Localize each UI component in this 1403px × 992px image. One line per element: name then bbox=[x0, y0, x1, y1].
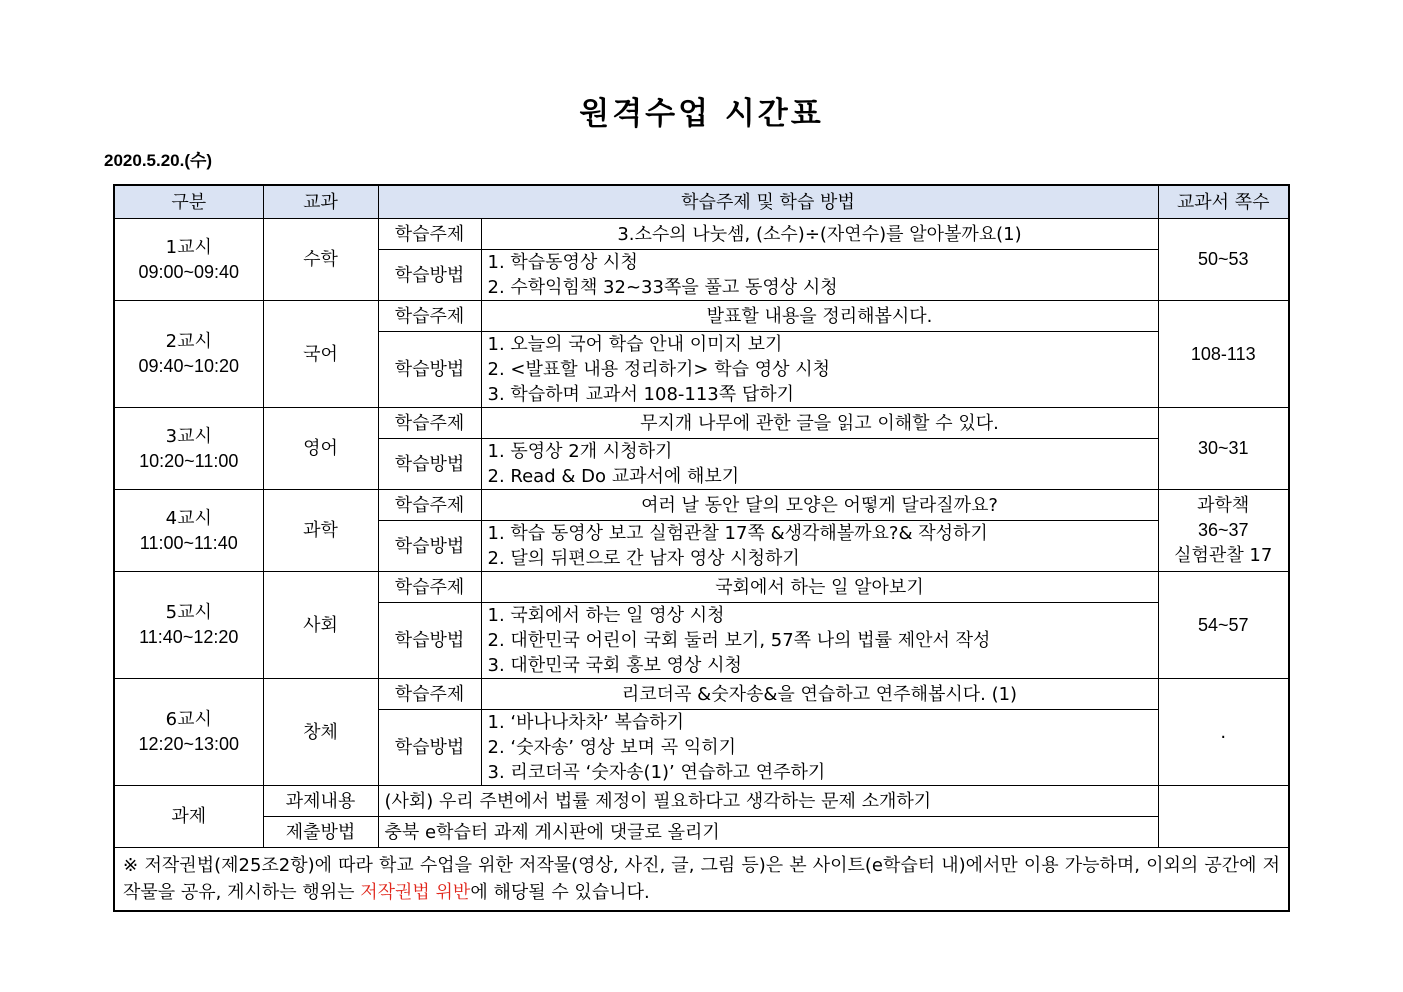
period-time: 11:00~11:40 bbox=[139, 532, 238, 553]
pages-line: 108-113 bbox=[1190, 343, 1256, 364]
pages-line: 50~53 bbox=[1197, 249, 1249, 269]
homework-submit-label: 제출방법 bbox=[263, 817, 378, 848]
method-label: 학습방법 bbox=[378, 710, 481, 786]
period-time: 10:20~11:00 bbox=[139, 450, 239, 471]
table-header-row bbox=[114, 185, 1289, 219]
method-label: 학습방법 bbox=[378, 521, 481, 572]
notice-highlight: 저작권법 위반 bbox=[360, 882, 471, 903]
table-row bbox=[114, 679, 1289, 710]
table-row bbox=[114, 490, 1289, 521]
homework-submit: 충북 e학습터 과제 게시판에 댓글로 올리기 bbox=[378, 817, 1158, 848]
subject-cell: 과학 bbox=[263, 490, 378, 572]
method-item: 3. 학습하며 교과서 108-113쪽 답하기 bbox=[487, 384, 795, 405]
period-time: 11:40~12:20 bbox=[139, 627, 239, 647]
homework-label: 과제 bbox=[114, 786, 263, 848]
method-list bbox=[481, 603, 1158, 679]
pages-line: 54~57 bbox=[1197, 614, 1249, 635]
method-list bbox=[481, 710, 1158, 786]
topic-text: 무지개 나무에 관한 글을 읽고 이해할 수 있다. bbox=[481, 408, 1158, 439]
homework-row bbox=[114, 786, 1289, 817]
table-row bbox=[114, 301, 1289, 332]
method-item: 2. <발표할 내용 정리하기> 학습 영상 시청 bbox=[487, 359, 830, 380]
pages-line: 과학책 bbox=[1197, 495, 1250, 516]
method-item: 2. ‘숫자송’ 영상 보며 곡 익히기 bbox=[487, 737, 736, 758]
method-item: 1. 국회에서 하는 일 영상 시청 bbox=[487, 605, 725, 626]
topic-text: 여러 날 동안 달의 모양은 어떻게 달라질까요? bbox=[481, 490, 1158, 521]
homework-row bbox=[114, 817, 1289, 848]
method-list bbox=[481, 439, 1158, 490]
notice-text-end: 에 해당될 수 있습니다. bbox=[470, 882, 650, 903]
pages-line: . bbox=[1220, 721, 1227, 743]
header-category: 구분 bbox=[114, 185, 263, 219]
topic-label: 학습주제 bbox=[378, 301, 481, 332]
subject-cell: 사회 bbox=[263, 572, 378, 679]
pages-line: 실험관찰 17 bbox=[1174, 545, 1273, 566]
topic-text: 리코더곡 &숫자송&을 연습하고 연주해봅시다. (1) bbox=[481, 679, 1158, 710]
method-label: 학습방법 bbox=[378, 332, 481, 408]
method-item: 1. 학습동영상 시청 bbox=[487, 252, 638, 273]
method-list bbox=[481, 332, 1158, 408]
period-name: 2교시 bbox=[165, 331, 212, 352]
period-time: 12:20~13:00 bbox=[138, 734, 240, 754]
method-item: 1. 오늘의 국어 학습 안내 이미지 보기 bbox=[487, 334, 783, 355]
period-cell bbox=[114, 679, 263, 786]
notice-row bbox=[114, 848, 1289, 912]
period-cell bbox=[114, 408, 263, 490]
pages-cell bbox=[1158, 219, 1289, 301]
homework-content: (사회) 우리 주변에서 법률 제정이 필요하다고 생각하는 문제 소개하기 bbox=[378, 786, 1158, 817]
pages-line: 36~37 bbox=[1197, 520, 1249, 540]
period-name: 6교시 bbox=[165, 709, 212, 730]
method-label: 학습방법 bbox=[378, 250, 481, 301]
header-pages: 교과서 쪽수 bbox=[1158, 185, 1289, 219]
pages-line: 30~31 bbox=[1197, 438, 1249, 458]
topic-label: 학습주제 bbox=[378, 679, 481, 710]
period-name: 3교시 bbox=[165, 425, 212, 447]
homework-content-label: 과제내용 bbox=[263, 786, 378, 817]
header-topic-method: 학습주제 및 학습 방법 bbox=[378, 185, 1158, 219]
table-row bbox=[114, 572, 1289, 603]
method-list bbox=[481, 250, 1158, 301]
header-subject: 교과 bbox=[263, 185, 378, 219]
topic-label: 학습주제 bbox=[378, 572, 481, 603]
period-cell bbox=[114, 490, 263, 572]
period-time: 09:40~10:20 bbox=[138, 356, 240, 376]
method-item: 2. 수학익힘책 32~33쪽을 풀고 동영상 시청 bbox=[487, 277, 838, 298]
pages-cell bbox=[1158, 301, 1289, 408]
page-title: 원격수업 시간표 bbox=[579, 96, 824, 132]
subject-cell: 영어 bbox=[263, 408, 378, 490]
timetable bbox=[113, 184, 1290, 912]
topic-label: 학습주제 bbox=[378, 219, 481, 250]
pages-cell bbox=[1158, 679, 1289, 786]
period-cell bbox=[114, 301, 263, 408]
copyright-notice bbox=[114, 848, 1289, 912]
notice-text: ※ 저작권법(제25조2항)에 따라 학교 수업을 위한 저작물(영상, 사진, 글, 그림 등)은 본 사이트(e학습터 내)에서만 이용 가능하며, 이외의 공간에 저작물을 공유, 게시하는 행위는 bbox=[123, 855, 1280, 903]
period-time: 09:00~09:40 bbox=[138, 261, 240, 282]
method-list bbox=[481, 521, 1158, 572]
period-cell bbox=[114, 572, 263, 679]
method-item: 3. 대한민국 국회 홍보 영상 시청 bbox=[487, 655, 742, 676]
topic-text: 발표할 내용을 정리해봅시다. bbox=[481, 301, 1158, 332]
method-item: 2. 대한민국 어린이 국회 둘러 보기, 57쪽 나의 법률 제안서 작성 bbox=[487, 630, 991, 651]
method-item: 3. 리코더곡 ‘숫자송(1)’ 연습하고 연주하기 bbox=[487, 762, 826, 783]
table-row bbox=[114, 408, 1289, 439]
method-label: 학습방법 bbox=[378, 603, 481, 679]
subject-cell: 수학 bbox=[263, 219, 378, 301]
method-label: 학습방법 bbox=[378, 439, 481, 490]
topic-text: 국회에서 하는 일 알아보기 bbox=[481, 572, 1158, 603]
homework-pages-empty bbox=[1158, 786, 1289, 848]
subject-cell: 국어 bbox=[263, 301, 378, 408]
period-name: 1교시 bbox=[165, 236, 212, 258]
subject-cell: 창체 bbox=[263, 679, 378, 786]
topic-label: 학습주제 bbox=[378, 408, 481, 439]
method-item: 1. 학습 동영상 보고 실험관찰 17쪽 &생각해볼까요?& 작성하기 bbox=[487, 523, 988, 544]
period-name: 5교시 bbox=[165, 602, 212, 623]
date-label: 2020.5.20.(수) bbox=[104, 151, 213, 170]
pages-cell bbox=[1158, 572, 1289, 679]
period-cell bbox=[114, 219, 263, 301]
method-item: 1. 동영상 2개 시청하기 bbox=[487, 441, 673, 462]
table-row bbox=[114, 219, 1289, 250]
topic-label: 학습주제 bbox=[378, 490, 481, 521]
period-name: 4교시 bbox=[165, 507, 212, 529]
pages-cell bbox=[1158, 490, 1289, 572]
topic-text: 3.소수의 나눗셈, (소수)÷(자연수)를 알아볼까요(1) bbox=[481, 219, 1158, 250]
method-item: 1. ‘바나나차차’ 복습하기 bbox=[487, 712, 685, 733]
method-item: 2. 달의 뒤편으로 간 남자 영상 시청하기 bbox=[487, 548, 800, 569]
method-item: 2. Read & Do 교과서에 해보기 bbox=[487, 466, 740, 487]
pages-cell bbox=[1158, 408, 1289, 490]
